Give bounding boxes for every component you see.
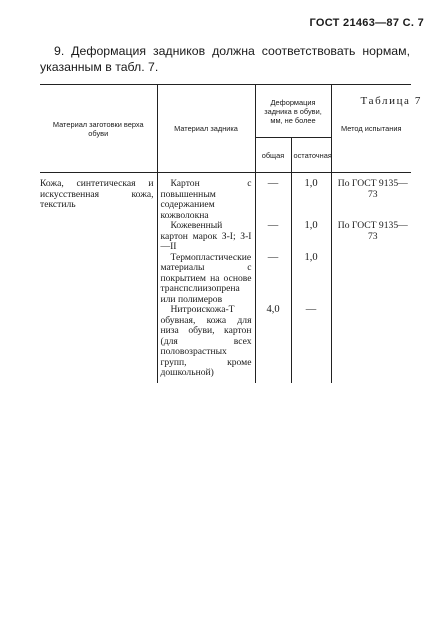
table-row (40, 173, 411, 222)
heel-deformation-table (40, 84, 411, 383)
header-residual: остаточная (291, 138, 331, 173)
page-header: ГОСТ 21463—87 С. 7 (309, 17, 424, 29)
header-upper-material: Материал заготовки верха обуви (40, 85, 157, 173)
residual-deformation-cell: — (291, 305, 331, 383)
table-header (40, 85, 411, 173)
residual-deformation-cell: 1,0 (291, 173, 331, 222)
heel-material-cell: Кожевенный картон марок З-I; З-I—II (157, 221, 255, 253)
total-deformation-cell: — (255, 173, 291, 222)
heel-material-cell: Термопластические материалы с покрытием на основе транспслиизопрена или полимеров (157, 253, 255, 306)
header-test-method: Метод испытания (331, 85, 411, 173)
header-total: общая (255, 138, 291, 173)
test-method-cell: По ГОСТ 9135—73 (331, 221, 411, 253)
upper-material-cell: Кожа, синтетическая и искусственная кожа, текстиль (40, 173, 157, 383)
total-deformation-cell: — (255, 221, 291, 253)
header-deformation: Деформация задника в обуви, мм, не более (255, 85, 331, 138)
header-heel-material: Материал задника (157, 85, 255, 173)
heel-material-cell: Картон с повышенным содержанием кожволокна (157, 173, 255, 222)
test-method-cell (331, 253, 411, 306)
test-method-cell: По ГОСТ 9135—73 (331, 173, 411, 222)
table-body (40, 173, 411, 383)
total-deformation-cell: 4,0 (255, 305, 291, 383)
table-label: Таблица 7 (360, 95, 422, 107)
total-deformation-cell: — (255, 253, 291, 306)
residual-deformation-cell: 1,0 (291, 221, 331, 253)
test-method-cell (331, 305, 411, 383)
residual-deformation-cell: 1,0 (291, 253, 331, 306)
deformation-requirement-paragraph: 9. Деформация задников должна соответствовать нормам, указанным в табл. 7. (40, 44, 410, 74)
heel-material-cell: Нитроискожа-Т обувная, кожа для низа обуви, картон (для всех половозрастных групп, кроме дошкольной) (157, 305, 255, 383)
